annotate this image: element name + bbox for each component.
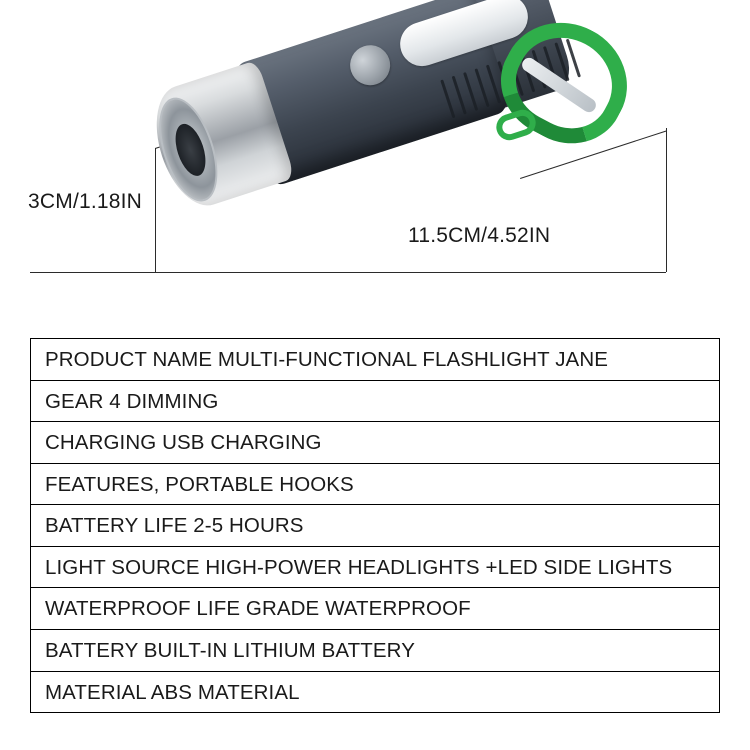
- flashlight-graphic: [140, 20, 660, 280]
- table-row: PRODUCT NAME MULTI-FUNCTIONAL FLASHLIGHT JANE: [31, 339, 719, 381]
- specification-table: [30, 338, 720, 713]
- table-row: GEAR 4 DIMMING: [31, 381, 719, 423]
- table-row: BATTERY BUILT-IN LITHIUM BATTERY: [31, 630, 719, 672]
- dimension-length-label: 11.5CM/4.52IN: [408, 224, 551, 247]
- table-row: MATERIAL ABS MATERIAL: [45, 680, 300, 704]
- table-row: BATTERY LIFE 2-5 HOURS: [31, 505, 719, 547]
- carabiner-hook: [492, 20, 652, 160]
- table-row: LIGHT SOURCE HIGH-POWER HEADLIGHTS +LED SIDE LIGHTS: [31, 547, 719, 589]
- lens-ring: [148, 90, 229, 208]
- power-button-icon: [345, 40, 395, 90]
- product-illustration: [0, 0, 750, 318]
- lens-icon: [170, 120, 211, 179]
- dimension-height-label: 3CM/1.18IN: [28, 190, 143, 213]
- table-row: WATERPROOF LIFE GRADE WATERPROOF: [31, 588, 719, 630]
- table-row: CHARGING USB CHARGING: [31, 422, 719, 464]
- dimension-guide-right: [666, 128, 667, 272]
- table-row: FEATURES, PORTABLE HOOKS: [31, 464, 719, 506]
